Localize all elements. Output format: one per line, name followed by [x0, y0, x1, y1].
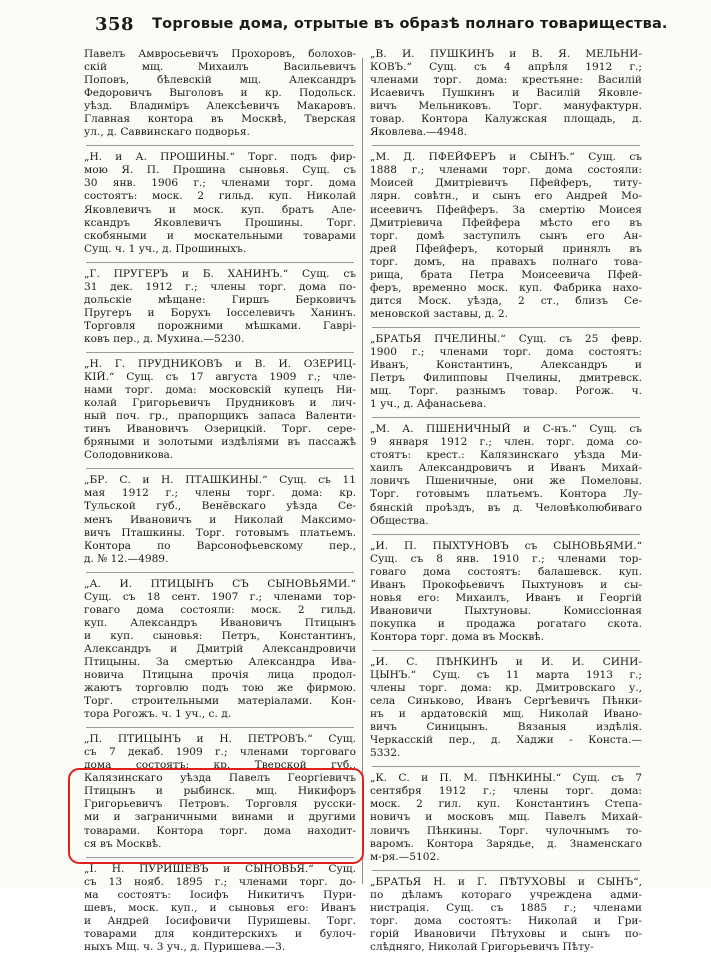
entry-line: Поповъ, бѣлевскій мщ. Александръ	[84, 74, 356, 87]
entry-line: мою Я. П. Прошина сыновья. Сущ. съ	[84, 164, 356, 177]
entry-line: Григорьевичъ Петровъ. Торговля русски-	[84, 798, 356, 811]
entry-line: ный поч. гр., прапорщикъ запаса Валенти-	[84, 410, 356, 423]
entry-line: 1900 г.; членами торг. дома состоятъ:	[370, 345, 642, 358]
directory-entry	[84, 268, 356, 346]
entry-line: скій мщ. Михаилъ Васильевичъ	[84, 61, 356, 74]
entry-line: говаго дома состояли: моск. 2 гильд.	[84, 603, 356, 616]
entry-line: съ 7 декаб. 1909 г.; членами торговаго	[84, 746, 356, 759]
entry-line: рища, брата Петра Моисеевича Пфей-	[370, 268, 642, 281]
entry-line: КОВЪ.“ Сущ. съ 4 апрѣля 1912 г.;	[370, 61, 642, 74]
entry-line: 9 января 1912 г.; член. торг. дома со-	[370, 436, 642, 449]
entry-line: ся въ Москвѣ.	[84, 837, 162, 850]
entry-line: стоятъ: крест.: Калязинскаго уѣзда Ми-	[370, 449, 642, 462]
entry-line: 30 янв. 1906 г.; членами торг. дома	[84, 177, 356, 190]
entry-line: дится Моск. уѣзда, 2 ст., близъ Се-	[370, 294, 642, 307]
entry-line: и Андрей Іосифовичи Пуришевы. Торг.	[84, 914, 356, 927]
entry-line: Дмитріевича Пфейфера мѣсто его въ	[370, 216, 642, 229]
entry-line: „В. И. ПУШКИНЪ и В. Я. МЕЛЬНИ-	[370, 48, 642, 60]
entry-line: мщ. Торг. разнымъ товар. Рогож. ч.	[370, 385, 642, 398]
entry-line: д. № 12.—4989.	[84, 552, 169, 565]
entry-line: покупка и продажа рогатаго скота.	[370, 617, 642, 630]
entry-line: товарами для кондитерскихъ и булоч-	[84, 927, 356, 940]
entry-line: торг. домѣ заступилъ сынъ его Ан-	[370, 229, 642, 242]
entry-line: состоятъ: моск. 2 гильд. куп. Николай	[84, 190, 356, 203]
entry-separator	[86, 145, 354, 146]
entry-line: „К. С. и П. М. ПѢНКИНЫ.“ Сущ. съ 7	[370, 772, 642, 785]
entry-line: меновской заставы, д. 2.	[370, 307, 508, 320]
entry-line: Федоровичъ Выголовъ и кр. Подольск.	[84, 87, 356, 100]
entry-line: члены торг. дома: кр. Дмитровскаго у.,	[370, 682, 642, 695]
right-column	[370, 48, 642, 960]
entry-line: горій Ивановичи Пѣтуховы и сынъ по-	[370, 927, 642, 940]
entry-line: ловичъ Пѣнкины. Торг. чулочнымъ то-	[370, 824, 642, 837]
entry-line: 5332.	[370, 747, 401, 760]
directory-entry	[370, 48, 642, 139]
entry-line: „I. Н. ПУРИШЕВЪ и СЫНОВЬЯ.“ Сущ.	[84, 862, 356, 875]
entry-line: сентября 1912 г.; члены торг. дома:	[370, 785, 642, 798]
entry-separator	[372, 417, 640, 418]
entry-line: по дѣламъ котораго учреждена адми-	[370, 888, 642, 901]
entry-line: торг. дома состоятъ: Николай и Гри-	[370, 914, 642, 927]
entry-line: ЦЫНЪ.“ Сущ. съ 11 марта 1913 г.;	[370, 669, 642, 682]
entry-line: „Н. Г. ПРУДНИКОВЪ и В. И. ОЗЕРИЦ-	[84, 357, 356, 370]
entry-line: ул., д. Саввинскаго подворья.	[84, 126, 250, 139]
entry-line: вичъ Синицынъ. Вязаныя издѣлія.	[370, 721, 642, 734]
entry-line: „П. ПТИЦЫНЪ и Н. ПЕТРОВЪ.“ Сущ.	[84, 733, 356, 746]
entry-separator	[372, 650, 640, 651]
entry-line: „М. Д. ПФЕЙФЕРЪ и СЫНЪ.“ Сущ. съ	[370, 151, 642, 164]
entry-line: Тульской губ., Венёвскаго уѣзда Се-	[84, 500, 356, 513]
entry-line: Иванъ, Константинъ, Александръ и	[370, 359, 642, 372]
entry-line: Александръ и Дмитрій Александровичи	[84, 642, 356, 655]
entry-line: новья его: Михаилъ, Иванъ и Георгій	[370, 591, 642, 604]
entry-line: вичъ Пташкины. Торг. готовымъ платьемъ.	[84, 526, 356, 539]
directory-entry	[370, 151, 642, 321]
entry-line: „Г. ПРУГЕРЪ и Б. ХАНИНЪ.“ Сущ. съ	[84, 267, 356, 280]
entry-line: Контора по Варсонофьевскому пер.,	[84, 539, 356, 552]
entry-line: „БРАТЬЯ Н. и Г. ПѢТУХОВЫ и СЫНЪ“,	[370, 875, 642, 888]
entry-line: „БР. С. и Н. ПТАШКИНЫ.“ Сущ. съ 11	[84, 474, 356, 487]
entry-line: новичъ и московъ мщ. Павелъ Михай-	[370, 811, 642, 824]
entry-line: Калязинскаго уѣзда Павелъ Георгіевичъ	[84, 772, 356, 785]
entry-separator	[86, 352, 354, 353]
entry-line: нъ и ардатовскій мщ. Николай Ивано-	[370, 708, 642, 721]
directory-entry	[370, 876, 642, 954]
entry-separator	[372, 145, 640, 146]
entry-line: новича Птицына прочія лица продол-	[84, 669, 356, 682]
entry-separator	[86, 468, 354, 469]
entry-line: хаилъ Александровичъ и Иванъ Михай-	[370, 462, 642, 475]
entry-line: Торговля порожними мѣшками. Гаврі-	[84, 319, 356, 332]
entry-line: Контора торг. дома въ Москвѣ.	[370, 630, 545, 643]
directory-entry	[370, 656, 642, 760]
entry-line: ма состоятъ: Іосифъ Никитичъ Пури-	[84, 888, 356, 901]
entry-line: мая 1912 г.; члены торг. дома: кр.	[84, 487, 356, 500]
entry-line: Сущ. съ 8 янв. 1910 г.; членами тор-	[370, 552, 642, 565]
entry-line: Главная контора въ Москвѣ, Тверская	[84, 113, 356, 126]
entry-line: м-ря.—5102.	[370, 850, 440, 863]
entry-line: моск. 2 гил. куп. Константинъ Степа-	[370, 798, 642, 811]
entry-line: Яковлева.—4948.	[370, 126, 468, 139]
entry-line: Солодовникова.	[84, 449, 174, 462]
directory-entry	[84, 863, 356, 954]
entry-line: товарами. Контора торг. дома находит-	[84, 824, 356, 837]
entry-line: нами торг. дома: московскій купецъ Ни-	[84, 384, 356, 397]
directory-entry	[84, 151, 356, 255]
highlight-box	[68, 768, 364, 864]
page-number: 358	[95, 13, 135, 35]
entry-line: Пругеръ и Борухъ Іосселевичъ Ханинъ.	[84, 306, 356, 319]
entry-separator	[372, 766, 640, 767]
directory-entry	[84, 474, 356, 565]
entry-line: Моисей Дмитріевичъ Пфейферъ, титу-	[370, 177, 642, 190]
entry-line: „БРАТЬЯ ПЧЕЛИНЫ.“ Сущ. съ 25 февр.	[370, 332, 642, 345]
entry-line: Торг. готовымъ платьемъ. Контора Лу-	[370, 488, 642, 501]
entry-line: тора Рогожъ. ч. 1 уч., с. д.	[84, 708, 232, 721]
entry-line: ныхъ Мщ. ч. 3 уч., д. Пуришева.—3.	[84, 940, 286, 953]
directory-entry	[84, 48, 356, 139]
running-title: Торговые дома, отрытые въ образѣ полнаго товарищества.	[152, 16, 668, 32]
entry-line: Птицыны. За смертью Александра Ива-	[84, 655, 356, 668]
entry-line: Сущ. ч. 1 уч., д. Прошиныхъ.	[84, 242, 247, 255]
entry-line: „А. И. ПТИЦЫНЪ СЪ СЫНОВЬЯМИ.“	[84, 577, 356, 590]
entry-line: товар. Контора Калужская площадь, д.	[370, 113, 642, 126]
entry-line: 31 дек. 1912 г.; члены торг. дома по-	[84, 280, 356, 293]
entry-separator	[372, 870, 640, 871]
entry-separator	[372, 534, 640, 535]
directory-entry	[370, 423, 642, 527]
entry-line: торг. домъ, на правахъ полнаго това-	[370, 255, 642, 268]
entry-line: говаго дома состоятъ: балашевск. куп.	[370, 565, 642, 578]
entry-line: ловичъ Пшеничные, они же Помеловы.	[370, 475, 642, 488]
entry-line: Птицынъ и рыбинск. мщ. Никифоръ	[84, 785, 356, 798]
entry-line: вичъ Мельниковъ. Торг. мануфактурн.	[370, 100, 642, 113]
entry-line: Павелъ Амвросьевичъ Прохоровъ, болохов-	[84, 48, 356, 60]
entry-line: бряными и золотыми издѣліями въ пассажѣ	[84, 436, 356, 449]
entry-line: Черкасскій пер., д. Хаджи - Конста.—	[370, 734, 642, 747]
entry-line: 1 уч., д. Афанасьева.	[370, 398, 487, 411]
entry-line: ковъ пер., д. Мухина.—5230.	[84, 332, 245, 345]
entry-line: КІЙ.“ Сущ. съ 17 августа 1909 г.; чле-	[84, 371, 356, 384]
entry-line: варомъ. Контора Зарядье, д. Знаменскаго	[370, 837, 642, 850]
entry-line: дома состоятъ: кр. Тверской губ.,	[84, 759, 356, 772]
entry-line: шевъ, моск. куп., и сыновья его: Иванъ	[84, 901, 356, 914]
entry-line: 1888 г.; членами торг. дома состояли:	[370, 164, 642, 177]
entry-line: менъ Ивановичъ и Николай Максимо-	[84, 513, 356, 526]
entry-line: ми и заграничными винами и другими	[84, 811, 356, 824]
entry-line: куп. Александръ Ивановичъ Птицынъ	[84, 616, 356, 629]
entry-line: Ивановичи Пыхтуновы. Комиссіонная	[370, 604, 642, 617]
entry-separator	[86, 727, 354, 728]
entry-line: тинъ Ивановичъ Озерицкій. Торг. сере-	[84, 423, 356, 436]
entry-line: „М. А. ПШЕНИЧНЫЙ и С-нъ.“ Сущ. съ	[370, 423, 642, 436]
entry-line: „И. С. ПѢНКИНЪ и И. И. СИНИ-	[370, 655, 642, 668]
entry-line: Исаевичъ Пушкинъ и Василій Яковле-	[370, 87, 642, 100]
entry-line: дольскіе мѣщане: Гиршъ Берковичъ	[84, 293, 356, 306]
entry-line: членами торг. дома: крестьяне: Василій	[370, 74, 642, 87]
entry-line: Яковлевичъ и моск. куп. братъ Але-	[84, 203, 356, 216]
entry-line: Общества.	[370, 514, 429, 527]
entry-line: уѣзд. Владиміръ Алексѣевичъ Макаровъ.	[84, 100, 356, 113]
entry-line: ксандръ Яковлевичъ Прошины. Торг.	[84, 216, 356, 229]
entry-line: бянскій проѣздъ, въ д. Человѣколюбиваго	[370, 501, 642, 514]
directory-entry	[370, 333, 642, 411]
entry-line: „Н. и А. ПРОШИНЫ.“ Торг. подъ фир-	[84, 151, 356, 164]
entry-line: колай Григорьевичъ Прудниковъ и лич-	[84, 397, 356, 410]
directory-entry	[370, 772, 642, 863]
entry-line: Сущ. съ 18 сент. 1907 г.; членами тор-	[84, 590, 356, 603]
column-divider	[362, 58, 363, 884]
entry-separator	[86, 572, 354, 573]
entry-line: дрей Пфейферъ, который принялъ въ	[370, 242, 642, 255]
entry-line: села Синьково, Иванъ Сергѣевичъ Пѣнки-	[370, 695, 642, 708]
entry-line: „И. П. ПЫХТУНОВЪ съ СЫНОВЬЯМИ.“	[370, 539, 642, 552]
entry-line: и куп. сыновья: Петръ, Константинъ,	[84, 629, 356, 642]
directory-entry	[84, 358, 356, 462]
directory-entry	[84, 578, 356, 722]
entry-line: Петръ Филипповы Пчелины, дмитревск.	[370, 372, 642, 385]
entry-line: жаютъ торговлю подъ тою же фирмою.	[84, 682, 356, 695]
entry-line: исеевичъ Пфейферъ. За смертію Моисея	[370, 203, 642, 216]
entry-separator	[86, 262, 354, 263]
entry-line: Торг. строительными матеріалами. Кон-	[84, 695, 356, 708]
entry-line: лярн. совѣтн., и сынъ его Андрей Мо-	[370, 190, 642, 203]
entry-line: Иванъ Прокофьевичъ Пыхтуновъ и сы-	[370, 578, 642, 591]
page-header	[95, 10, 668, 38]
entry-separator	[372, 327, 640, 328]
entry-line: съ 13 нояб. 1895 г.; членами торг. до-	[84, 875, 356, 888]
entry-line: феръ, временно моск. куп. Фабрика нахо-	[370, 281, 642, 294]
entry-line: нистрація. Сущ. съ 1885 г.; членами	[370, 901, 642, 914]
entry-line: скобяными и москательными товарами	[84, 229, 356, 242]
directory-entry	[370, 540, 642, 644]
entry-line: слѣдняго, Николай Григорьевичъ Пѣту-	[370, 940, 594, 953]
